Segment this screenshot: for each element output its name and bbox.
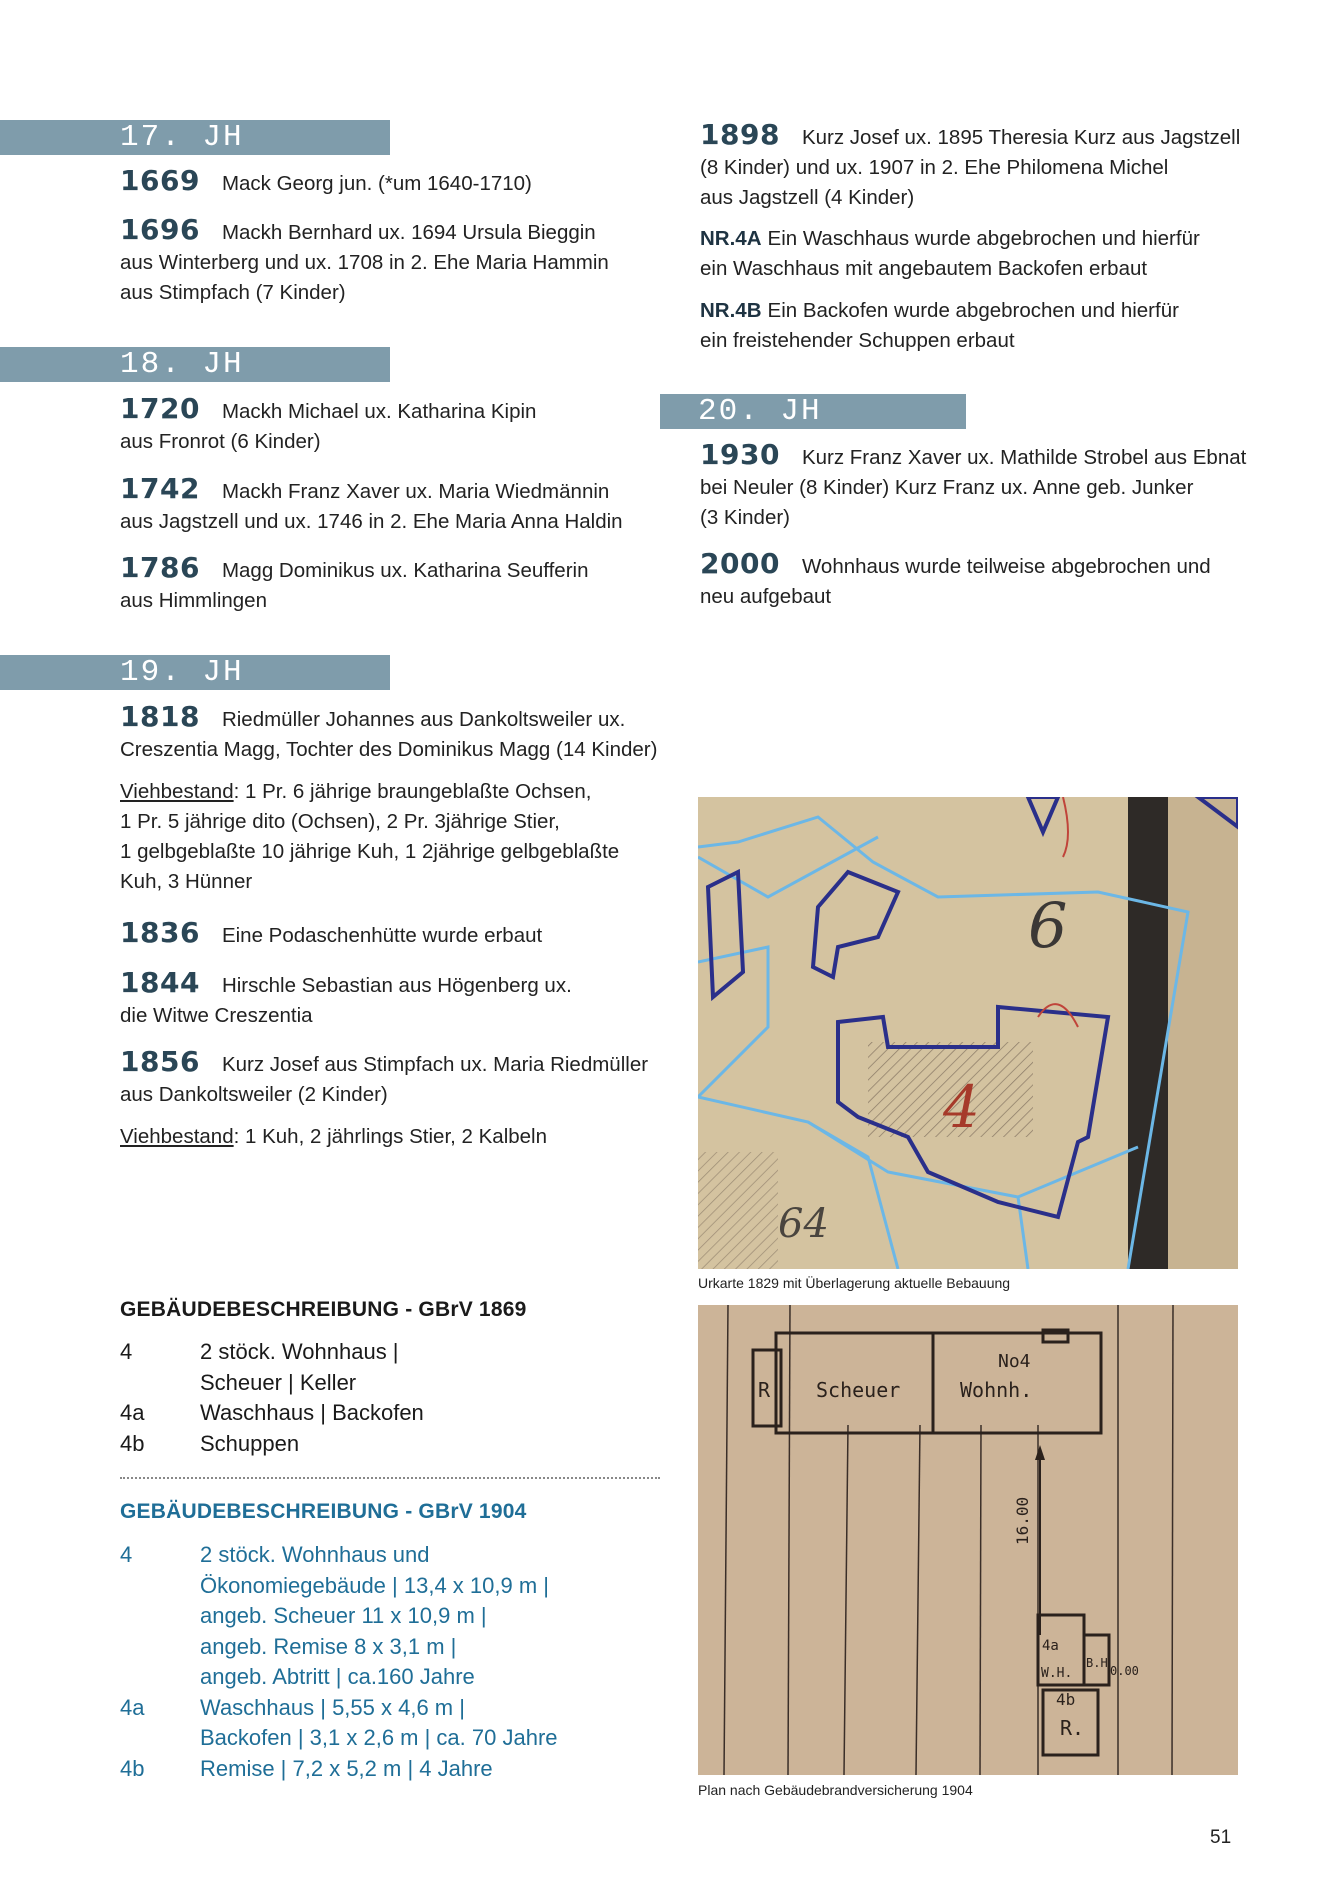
year-label: 1742 <box>120 472 200 505</box>
entry-1898: 1898 Kurz Josef ux. 1895 Theresia Kurz aus Jagstzell (8 Kinder) und ux. 1907 in 2. Ehe Philomena Michel aus Jagstzell (4 Kinder) <box>700 118 1241 209</box>
plan-label-dim: 16.00 <box>1013 1496 1032 1545</box>
map-label-6: 6 <box>1028 889 1068 962</box>
plan-label-4a: 4a <box>1042 1638 1059 1654</box>
entry-1844: 1844 Hirschle Sebastian aus Högenberg ux. die Witwe Creszentia <box>120 966 572 1027</box>
entry-1836: 1836 Eine Podaschenhütte wurde erbaut <box>120 916 543 949</box>
gbrv-row: 4 2 stöck. Wohnhaus | Scheuer | Keller <box>120 1339 399 1395</box>
gbrv-row: 4 2 stöck. Wohnhaus und Ökonomiegebäude | 13,4 x 10,9 m | angeb. Scheuer 11 x 10,9 m | angeb. Remise 8 x 3,1 m | angeb. Abtritt | ca.160 Jahre <box>120 1542 549 1689</box>
year-label: 1669 <box>120 164 200 197</box>
gbrv1869-title: GEBÄUDEBESCHREIBUNG - GBrV 1869 <box>120 1298 527 1321</box>
century-band-18: 18. JH <box>0 347 390 382</box>
page-number: 51 <box>1210 1827 1232 1848</box>
year-label: 1844 <box>120 966 200 999</box>
plan-label-bh: B.H <box>1086 1656 1108 1670</box>
entry-1669: 1669 Mack Georg jun. (*um 1640-1710) <box>120 164 532 197</box>
plan-caption: Plan nach Gebäudebrandversicherung 1904 <box>698 1782 973 1798</box>
entry-1930: 1930 Kurz Franz Xaver ux. Mathilde Strobel aus Ebnat bei Neuler (8 Kinder) Kurz Franz ux. Anne geb. Junker (3 Kinder) <box>700 438 1247 529</box>
year-label: 1836 <box>120 916 200 949</box>
map-caption: Urkarte 1829 mit Überlagerung aktuelle Bebauung <box>698 1275 1011 1291</box>
entry-1818: 1818 Riedmüller Johannes aus Dankoltsweiler ux. Creszentia Magg, Tochter des Dominikus Magg (14 Kinder) <box>120 700 658 761</box>
year-label: 1696 <box>120 213 200 246</box>
year-label: 1786 <box>120 551 200 584</box>
gbrv-row: 4b Remise | 7,2 x 5,2 m | 4 Jahre <box>120 1755 493 1781</box>
map-label-4: 4 <box>943 1073 980 1141</box>
entry-1720: 1720 Mackh Michael ux. Katharina Kipin aus Fronrot (6 Kinder) <box>120 392 537 453</box>
plan-label-r: R. <box>758 1378 783 1402</box>
gbrv1904-list <box>120 1540 558 1784</box>
gbrv1904-title: GEBÄUDEBESCHREIBUNG - GBrV 1904 <box>120 1500 527 1523</box>
entry-1856: 1856 Kurz Josef aus Stimpfach ux. Maria Riedmüller aus Dankoltsweiler (2 Kinder) <box>120 1045 649 1106</box>
year-label: 1856 <box>120 1045 200 1078</box>
building-plan <box>698 1305 1238 1775</box>
livestock-1818: Viehbestand: 1 Pr. 6 jährige braungeblaßte Ochsen, 1 Pr. 5 jährige dito (Ochsen), 2 Pr. 3jährige Stier, 1 gelbgeblaßte 10 jährige Kuh, 1 2jährige gelbgeblaßte Kuh, 3 Hünner <box>120 780 620 893</box>
year-label: 1930 <box>700 438 780 471</box>
gbrv-row: 4a Waschhaus | 5,55 x 4,6 m | Backofen | 3,1 x 2,6 m | ca. 70 Jahre <box>120 1694 558 1750</box>
gbrv-row: 4a Waschhaus | Backofen <box>120 1400 424 1425</box>
map-label-64: 64 <box>778 1201 829 1247</box>
entry-1786: 1786 Magg Dominikus ux. Katharina Seufferin aus Himmlingen <box>120 551 589 612</box>
century-band-20: 20. JH <box>660 394 966 429</box>
year-label: 1898 <box>700 118 780 151</box>
plan-label-scheuer: Scheuer <box>816 1378 901 1402</box>
year-label: 1818 <box>120 700 200 733</box>
plan-label-wh: W.H. <box>1041 1666 1073 1681</box>
note-nr4a: NR.4A Ein Waschhaus wurde abgebrochen und hierfür ein Waschhaus mit angebautem Backofen erbaut <box>700 227 1200 280</box>
entry-2000: 2000 Wohnhaus wurde teilweise abgebrochen und neu aufgebaut <box>700 547 1211 608</box>
cadastral-map <box>698 797 1238 1269</box>
century-band-17: 17. JH <box>0 120 390 155</box>
entry-1696: 1696 Mackh Bernhard ux. 1694 Ursula Bieggin aus Winterberg und ux. 1708 in 2. Ehe Maria Hammin aus Stimpfach (7 Kinder) <box>120 213 609 304</box>
livestock-1856: Viehbestand: 1 Kuh, 2 jährlings Stier, 2 Kalbeln <box>120 1125 548 1148</box>
plan-label-nr4: No4 <box>998 1351 1031 1372</box>
note-nr4b: NR.4B Ein Backofen wurde abgebrochen und hierfür ein freistehender Schuppen erbaut <box>700 299 1179 352</box>
gbrv1869-list <box>120 1337 424 1459</box>
plan-label-r2: R. <box>1060 1716 1085 1740</box>
year-label: 2000 <box>700 547 780 580</box>
plan-label-wohnh: Wohnh. <box>960 1378 1033 1402</box>
plan-label-4b: 4b <box>1056 1690 1076 1709</box>
entry-1742: 1742 Mackh Franz Xaver ux. Maria Wiedmännin aus Jagstzell und ux. 1746 in 2. Ehe Maria Anna Haldin <box>120 472 623 533</box>
year-label: 1720 <box>120 392 200 425</box>
gbrv-row: 4b Schuppen <box>120 1430 300 1456</box>
century-band-19: 19. JH <box>0 655 390 690</box>
plan-label-zero: 0.00 <box>1110 1664 1139 1678</box>
dotted-divider <box>120 1477 660 1479</box>
